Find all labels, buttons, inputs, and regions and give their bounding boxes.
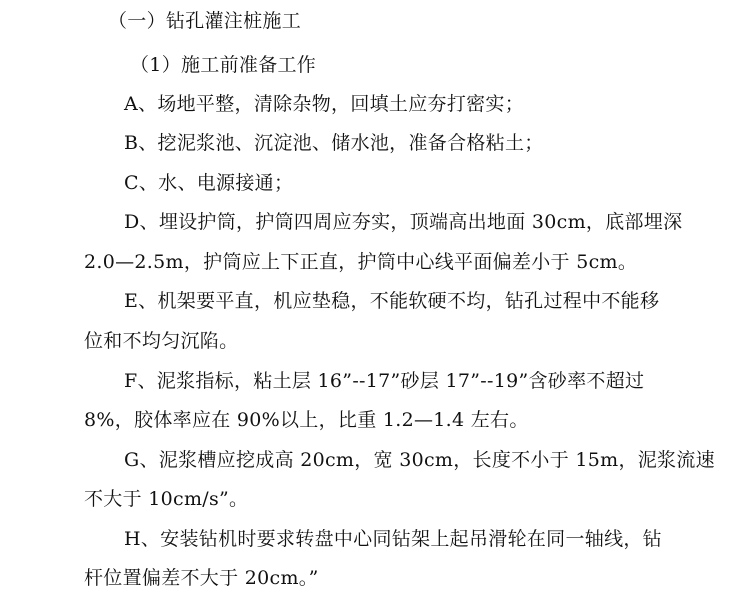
section-heading: （一）钻孔灌注桩施工 [108,10,302,32]
item-b: B、挖泥浆池、沉淀池、储水池，准备合格粘土； [124,132,544,154]
item-a: A、场地平整，清除杂物，回填土应夯打密实； [124,93,525,115]
item-g-line-2: 不大于 10cm/s”。 [84,488,249,510]
item-f-line-2: 8%，胶体率应在 90%以上，比重 1.2—1.4 左右。 [84,409,529,431]
item-e-line-1: E、机架要平直，机应垫稳，不能软硬不均，钻孔过程中不能移 [124,290,660,312]
subsection-heading: （1）施工前准备工作 [130,54,317,76]
item-c: C、水、电源接通； [124,172,294,194]
item-g-line-1: G、泥浆槽应挖成高 20cm，宽 30cm，长度不小于 15m，泥浆流速 [124,449,715,471]
item-e-line-2: 位和不均匀沉陷。 [84,330,239,352]
item-f-line-1: F、泥浆指标，粘土层 16”--17”砂层 17”--19”含砂率不超过 [124,370,645,392]
item-h-line-1: H、安装钻机时要求转盘中心同钻架上起吊滑轮在同一轴线，钻 [124,528,662,550]
item-h-line-2: 杆位置偏差不大于 20cm。” [84,567,319,589]
item-d-line-1: D、埋设护筒，护筒四周应夯实，顶端高出地面 30cm，底部埋深 [124,211,683,233]
item-d-line-2: 2.0—2.5m，护筒应上下正直，护筒中心线平面偏差小于 5cm。 [84,251,638,273]
